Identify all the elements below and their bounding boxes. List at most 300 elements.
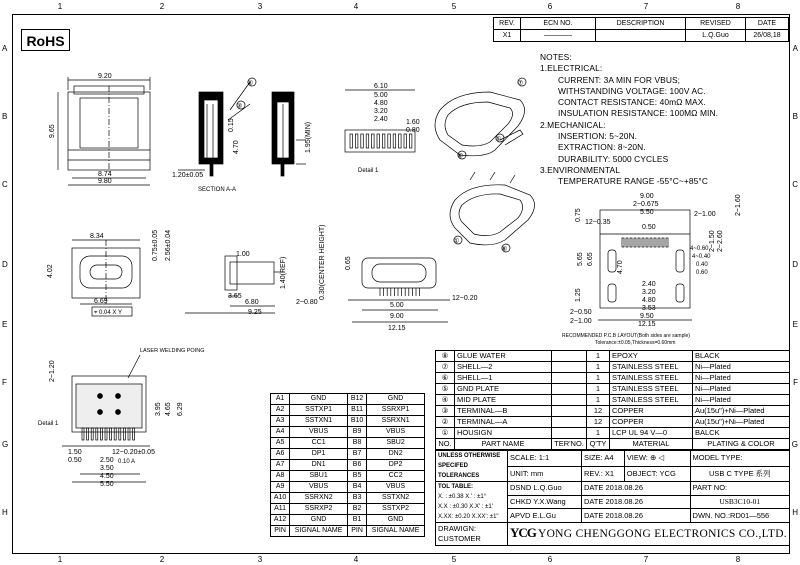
pin-cell: SSRXP1 bbox=[367, 405, 425, 416]
bom-ter-no bbox=[552, 428, 587, 439]
pin-tick bbox=[355, 134, 358, 148]
bom-material: STAINLESS STEEL bbox=[610, 373, 693, 384]
bom-header-cell: MATERIAL bbox=[610, 439, 693, 450]
ecn-header: ECN NO. bbox=[521, 18, 596, 30]
company-logo: YCG bbox=[509, 525, 536, 540]
pins-top-view bbox=[345, 83, 420, 174]
pin-cell: SSTXN2 bbox=[367, 493, 425, 504]
bom-plating: BALCK bbox=[693, 428, 790, 439]
dim-front-0-75: 0.75±0.05 bbox=[152, 229, 159, 261]
customer-label: CUSTOMER bbox=[438, 534, 481, 543]
pin-cell: A4 bbox=[271, 427, 290, 438]
approved-by bbox=[507, 509, 581, 523]
tol-row: X.X : ±0.30 X.X' : ±1' bbox=[438, 504, 493, 510]
title-block bbox=[435, 450, 790, 546]
section-title: SECTION A-A bbox=[198, 187, 237, 193]
laser-pin bbox=[87, 428, 89, 440]
bom-qty: 1 bbox=[587, 384, 610, 395]
dim-top-width: 9.20 bbox=[98, 73, 112, 80]
pin-cell: B3 bbox=[347, 493, 366, 504]
date-value: 26/08,18 bbox=[746, 30, 789, 42]
pin-cell: B7 bbox=[347, 449, 366, 460]
bom-part-name: TERMINAL—A bbox=[455, 417, 552, 428]
bom-part-name: SHELL—1 bbox=[455, 373, 552, 384]
pin-cell: SIGNAL NAME bbox=[367, 526, 425, 537]
date-label: DATE bbox=[583, 496, 604, 506]
pin-cell: SBU1 bbox=[290, 471, 348, 482]
pin-cell: A12 bbox=[271, 515, 290, 526]
dim-front-2-56: 2.56±0.04 bbox=[165, 229, 172, 261]
zone-col-label: 2 bbox=[159, 2, 165, 11]
dim-side-1-95: 1.95(MIN) bbox=[305, 121, 312, 153]
pin-cell: CC2 bbox=[367, 471, 425, 482]
dim-top-height: 9.65 bbox=[49, 124, 56, 138]
zone-row-label: F bbox=[793, 378, 798, 387]
chkd-label: CHKD bbox=[509, 496, 532, 506]
pcb-left-5-65: 5.65 bbox=[577, 252, 584, 266]
dim-front-4-02: 4.02 bbox=[47, 264, 54, 278]
part-no-label: PART NO: bbox=[690, 482, 789, 496]
note-line: CURRENT: 3A MIN FOR VBUS; bbox=[558, 74, 681, 85]
bom-header-cell: PLATING & COLOR bbox=[693, 439, 790, 450]
pin-tick bbox=[372, 134, 375, 148]
laser-5-50: 5.50 bbox=[100, 481, 114, 488]
pcb-top-9-00: 9.00 bbox=[640, 193, 654, 200]
pin-cell: VBUS bbox=[367, 427, 425, 438]
bom-plating: BLACK bbox=[693, 351, 790, 362]
company-name: YONG CHENGGONG ELECTRONICS CO.,LTD. bbox=[537, 528, 787, 540]
check-date bbox=[581, 495, 690, 509]
note-line: WITHSTANDING VOLTAGE: 100V AC. bbox=[558, 85, 706, 96]
pin-tick bbox=[366, 134, 369, 148]
pcb-pad bbox=[630, 238, 632, 247]
bom-no: ④ bbox=[436, 395, 455, 406]
pin-cell: DP2 bbox=[367, 460, 425, 471]
revised-value: L.Q.Guo bbox=[686, 30, 746, 42]
bom-row bbox=[436, 373, 790, 384]
callout-8-iso: ⑧ bbox=[501, 246, 508, 253]
pcb-layout bbox=[562, 193, 742, 346]
dim-side2-6-80: 6.80 bbox=[245, 299, 259, 306]
tol-label: TOL TABLE: bbox=[438, 484, 473, 490]
note-line: EXTRACTION: 8~20N. bbox=[558, 142, 646, 153]
section-view bbox=[172, 78, 256, 193]
pcb-top-0-675: 2~0.675 bbox=[633, 201, 659, 208]
pcb-left-0-35: 12~0.35 bbox=[585, 219, 611, 226]
bom-no: ② bbox=[436, 417, 455, 428]
dim-side2-3-65: 3.65 bbox=[228, 293, 242, 300]
isometric-views bbox=[435, 78, 535, 253]
pcb-pad bbox=[662, 238, 664, 247]
dim-side2-9-25: 9.25 bbox=[248, 309, 262, 316]
pin-cell: B6 bbox=[347, 460, 366, 471]
laser-4-50: 4.50 bbox=[100, 473, 114, 480]
date-label: DATE bbox=[583, 483, 604, 493]
bom-row bbox=[436, 362, 790, 373]
company-cell bbox=[507, 523, 789, 546]
zone-row-label: A bbox=[792, 44, 798, 53]
zone-col-label: 5 bbox=[451, 2, 457, 11]
date-header: DATE bbox=[746, 18, 789, 30]
bom-material: STAINLESS STEEL bbox=[610, 362, 693, 373]
zone-row-label: B bbox=[2, 112, 8, 121]
zone-row-label: G bbox=[791, 440, 798, 449]
pcb-right-0-60: 0.60 bbox=[696, 270, 708, 276]
unit: UNIT: mm bbox=[507, 466, 581, 482]
bom-qty: 1 bbox=[587, 428, 610, 439]
dim-top-b2: 9.80 bbox=[98, 178, 112, 185]
pcb-pad bbox=[638, 238, 640, 247]
laser-pin bbox=[114, 428, 116, 440]
zone-row-label: E bbox=[2, 320, 8, 329]
bom-qty: 1 bbox=[587, 362, 610, 373]
zone-col-label: 4 bbox=[353, 555, 359, 564]
pin-cell: B1 bbox=[347, 515, 366, 526]
pcb-pad bbox=[666, 238, 668, 247]
notes-heading: NOTES: bbox=[540, 52, 572, 62]
bom-ter-no bbox=[552, 406, 587, 417]
pin-cell: SBU2 bbox=[367, 438, 425, 449]
pin-tick bbox=[377, 134, 380, 148]
bom-no: ① bbox=[436, 428, 455, 439]
pin-cell: B8 bbox=[347, 438, 366, 449]
chkd-name: Y.X.Wang bbox=[533, 496, 566, 506]
dim-pins-0-80: 0.80 bbox=[406, 127, 420, 134]
drawing-number: DWN. NO.:RD01—556 bbox=[690, 509, 789, 523]
model-type-label: MODEL TYPE: bbox=[690, 451, 789, 467]
zone-col-label: 1 bbox=[57, 2, 63, 11]
callout-2-section: ② bbox=[247, 80, 254, 87]
pin-cell: PIN bbox=[347, 526, 366, 537]
pin-cell: B2 bbox=[347, 504, 366, 515]
pcb-right-1-60: 2~1.60 bbox=[735, 194, 742, 216]
laser-pin bbox=[96, 428, 98, 440]
laser-pin bbox=[105, 428, 107, 440]
pin-row bbox=[271, 471, 425, 482]
pcb-top-0-40: 4~0.40 bbox=[692, 254, 711, 260]
dim-pins-6-10: 6.10 bbox=[374, 83, 388, 90]
note-line: TEMPERATURE RANGE -55°C~+85°C bbox=[558, 176, 708, 187]
callout-3-section: ③ bbox=[236, 103, 243, 110]
size: SIZE: A4 bbox=[581, 451, 624, 467]
pcb-bottom-9-50: 9.50 bbox=[640, 313, 654, 320]
laser-12-0-20: 12~0.20±0.05 bbox=[112, 449, 155, 456]
laser-3-50: 3.50 bbox=[100, 465, 114, 472]
pcb-pad bbox=[622, 238, 624, 247]
pin-cell: GND bbox=[290, 515, 348, 526]
dim-section-1-20: 1.20±0.05 bbox=[172, 172, 204, 179]
pin-tick bbox=[399, 134, 402, 148]
zone-row-label: B bbox=[792, 112, 798, 121]
revised-header: REVISED bbox=[686, 18, 746, 30]
bom-plating: Ni—Plated bbox=[693, 384, 790, 395]
date-value: 2018.08.26 bbox=[605, 510, 644, 520]
detail-1-label: Detail 1 bbox=[358, 168, 379, 174]
zone-col-label: 3 bbox=[257, 2, 263, 11]
laser-pin bbox=[110, 428, 112, 440]
pin-cell: SSTXN1 bbox=[290, 416, 348, 427]
zone-col-label: 6 bbox=[547, 555, 553, 564]
zone-col-label: 4 bbox=[353, 2, 359, 11]
zone-col-label: 2 bbox=[159, 555, 165, 564]
pin-cell: A2 bbox=[271, 405, 290, 416]
bom-part-name: GLUE WATER bbox=[455, 351, 552, 362]
bom-material: EPOXY bbox=[610, 351, 693, 362]
zone-row-label: F bbox=[2, 378, 7, 387]
gdt-position: ⌖ 0.04 X Y bbox=[94, 310, 122, 316]
ecn-value: ———— bbox=[521, 30, 596, 42]
bom-plating: Ni—Plated bbox=[693, 373, 790, 384]
callout-7: ⑦ bbox=[517, 80, 524, 87]
pcb-caption: RECOMMENDED P.C.B LAYOUT(Both sides are sample) bbox=[562, 333, 690, 339]
pin-row bbox=[271, 438, 425, 449]
note-line: CONTACT RESISTANCE: 40mΩ MAX. bbox=[558, 97, 706, 108]
laser-title: LASER WELDING POING bbox=[140, 348, 205, 354]
dim-pins-2-40: 2.40 bbox=[374, 116, 388, 123]
pcb-bottom-3-20: 3.20 bbox=[642, 289, 656, 296]
bom-plating: Au(15u")+Ni—Plated bbox=[693, 417, 790, 428]
bom-row bbox=[436, 351, 790, 362]
bom-no: ⑧ bbox=[436, 351, 455, 362]
laser-pin bbox=[123, 428, 125, 440]
bom-row bbox=[436, 428, 790, 439]
pcb-top-0-60: 4~0.60 bbox=[690, 246, 709, 252]
pcb-left-1-25: 1.25 bbox=[575, 288, 582, 302]
pcb-pad bbox=[634, 238, 636, 247]
zone-row-label: D bbox=[792, 260, 798, 269]
pin-row bbox=[271, 493, 425, 504]
dim-side2-0-30: 0.30(CENTER HEIGHT) bbox=[319, 224, 326, 300]
pin-row bbox=[271, 482, 425, 493]
pin-row bbox=[271, 515, 425, 526]
bom-ter-no bbox=[552, 395, 587, 406]
dim-front2-9-00: 9.00 bbox=[390, 313, 404, 320]
pin-cell: VBUS bbox=[290, 482, 348, 493]
bom-no: ⑥ bbox=[436, 373, 455, 384]
pin-cell: B5 bbox=[347, 471, 366, 482]
laser-welding-view bbox=[38, 348, 205, 488]
zone-col-label: 7 bbox=[643, 555, 649, 564]
laser-pin bbox=[133, 428, 135, 440]
pcb-bottom-12-15: 12.15 bbox=[638, 321, 656, 328]
bom-row bbox=[436, 406, 790, 417]
pcb-pad bbox=[650, 238, 652, 247]
bom-row bbox=[436, 417, 790, 428]
bom-qty: 12 bbox=[587, 417, 610, 428]
pin-cell: VBUS bbox=[290, 427, 348, 438]
bom-header-cell: PART NAME bbox=[455, 439, 552, 450]
pin-cell: A5 bbox=[271, 438, 290, 449]
pin-row bbox=[271, 504, 425, 515]
zone-col-label: 7 bbox=[643, 2, 649, 11]
object: OBJECT: YCG bbox=[624, 466, 690, 482]
zone-row-label: H bbox=[2, 508, 8, 517]
note-line: 1.ELECTRICAL: bbox=[540, 63, 603, 74]
bom-no: ③ bbox=[436, 406, 455, 417]
rohs-badge: RoHS bbox=[21, 29, 70, 51]
pin-cell: A10 bbox=[271, 493, 290, 504]
pcb-pad bbox=[642, 238, 644, 247]
rev-value: X1 bbox=[494, 30, 521, 42]
callout-6: ⑥ bbox=[457, 153, 464, 160]
pin-assignment-table bbox=[270, 393, 425, 537]
zone-row-label: G bbox=[2, 440, 9, 449]
bom-no: ⑤ bbox=[436, 384, 455, 395]
bom-ter-no bbox=[552, 351, 587, 362]
pin-cell: SSTXP2 bbox=[367, 504, 425, 515]
laser-1-50: 1.50 bbox=[68, 449, 82, 456]
view: VIEW: ⊕ ◁ bbox=[624, 451, 690, 467]
bom-qty: 1 bbox=[587, 351, 610, 362]
bom-material: LCP UL 94 V—0 bbox=[610, 428, 693, 439]
pin-cell: B11 bbox=[347, 405, 366, 416]
zone-row-label: H bbox=[792, 508, 798, 517]
pcb-bottom-0-50: 2~0.50 bbox=[570, 309, 592, 316]
pcb-pad bbox=[658, 238, 660, 247]
bom-part-name: HOUSIGN bbox=[455, 428, 552, 439]
pcb-top-5-50: 5.50 bbox=[640, 209, 654, 216]
approve-date bbox=[581, 509, 690, 523]
pin-cell: VBUS bbox=[367, 482, 425, 493]
bom-qty: 1 bbox=[587, 395, 610, 406]
pcb-pad bbox=[654, 238, 656, 247]
pcb-left-6-65: 6.65 bbox=[587, 252, 594, 266]
bom-plating: Ni—Plated bbox=[693, 362, 790, 373]
pin-cell: GND bbox=[367, 515, 425, 526]
pin-header-row bbox=[271, 526, 425, 537]
note-line: DURABILITY: 5000 CYCLES bbox=[558, 153, 669, 164]
zone-col-label: 8 bbox=[735, 555, 741, 564]
pin-cell: DN2 bbox=[367, 449, 425, 460]
pin-cell: SSRXP2 bbox=[290, 504, 348, 515]
note-line: 2.MECHANICAL: bbox=[540, 119, 606, 130]
pin-row bbox=[271, 427, 425, 438]
bom-material: STAINLESS STEEL bbox=[610, 395, 693, 406]
laser-2-50: 2.50 bbox=[100, 457, 114, 464]
pin-cell: GND bbox=[290, 394, 348, 405]
pcb-bottom-4-80: 4.80 bbox=[642, 297, 656, 304]
zone-row-label: A bbox=[2, 44, 8, 53]
callout-5: ⑤ bbox=[495, 136, 502, 143]
pin-row bbox=[271, 416, 425, 427]
pin-tick bbox=[404, 134, 407, 148]
pin-cell: GND bbox=[367, 394, 425, 405]
zone-row-label: C bbox=[2, 180, 8, 189]
pin-tick bbox=[409, 134, 412, 148]
part-no: USB3C10-01 bbox=[690, 495, 789, 509]
drawign-customer bbox=[436, 523, 508, 546]
bom-ter-no bbox=[552, 373, 587, 384]
pin-cell: B9 bbox=[347, 427, 366, 438]
dsnd-name: L.Q.Guo bbox=[533, 483, 562, 493]
front-view-2 bbox=[345, 256, 478, 332]
laser-pin bbox=[100, 428, 102, 440]
rev: REV.: X1 bbox=[581, 466, 624, 482]
pin-cell: PIN bbox=[271, 526, 290, 537]
pcb-top-0-50: 0.50 bbox=[642, 224, 656, 231]
zone-row-label: C bbox=[792, 180, 798, 189]
zone-col-label: 5 bbox=[451, 555, 457, 564]
pin-row bbox=[271, 460, 425, 471]
pin-cell: A11 bbox=[271, 504, 290, 515]
apvd-label: APVD bbox=[509, 510, 531, 520]
pcb-pad bbox=[646, 238, 648, 247]
note-line: INSERTION: 5~20N. bbox=[558, 131, 638, 142]
pin-row bbox=[271, 449, 425, 460]
pin-cell: A3 bbox=[271, 416, 290, 427]
laser-0-10-a: 0.10 A bbox=[118, 459, 136, 465]
laser-2-1-20: 2~1.20 bbox=[49, 360, 56, 382]
pcb-bottom-3-53: 3.53 bbox=[642, 305, 656, 312]
scale: SCALE: 1:1 bbox=[507, 451, 581, 467]
laser-pin bbox=[82, 428, 84, 440]
laser-0-50: 0.50 bbox=[68, 457, 82, 464]
date-value: 2018.08.26 bbox=[605, 483, 644, 493]
bom-no: ⑦ bbox=[436, 362, 455, 373]
pin-cell: CC1 bbox=[290, 438, 348, 449]
bom-material: STAINLESS STEEL bbox=[610, 384, 693, 395]
zone-col-label: 3 bbox=[257, 555, 263, 564]
pin-cell: A9 bbox=[271, 482, 290, 493]
pcb-pad bbox=[626, 238, 628, 247]
pin-tick bbox=[350, 134, 353, 148]
pcb-bottom-2-40: 2.40 bbox=[642, 281, 656, 288]
design-date bbox=[581, 482, 690, 496]
top-view bbox=[49, 73, 150, 185]
pin-cell: DP1 bbox=[290, 449, 348, 460]
front-view bbox=[47, 230, 172, 316]
pcb-right-0-40: 0.40 bbox=[696, 262, 708, 268]
pin-cell: SSRXN1 bbox=[367, 416, 425, 427]
note-line: INSULATION RESISTANCE: 100MΩ MIN. bbox=[558, 108, 719, 119]
bom-header-row bbox=[436, 439, 790, 450]
tolerance-note: UNLESS OTHERWISE SPECIFED TOLERANCES bbox=[436, 451, 508, 482]
dim-top-b1: 8.74 bbox=[98, 171, 112, 178]
bom-material: COPPER bbox=[610, 417, 693, 428]
bom-part-name: MID PLATE bbox=[455, 395, 552, 406]
dim-front2-12-15: 12.15 bbox=[388, 325, 406, 332]
bom-part-name: GND PLATE bbox=[455, 384, 552, 395]
pcb-bottom-1-00: 2~1.00 bbox=[570, 318, 592, 325]
bom-plating: Ni—Plated bbox=[693, 395, 790, 406]
apvd-name: E.L.Gu bbox=[532, 510, 556, 520]
dim-front2-5-00: 5.00 bbox=[390, 302, 404, 309]
zone-row-label: D bbox=[2, 260, 8, 269]
laser-6-29: 6.29 bbox=[177, 402, 184, 416]
pin-tick bbox=[388, 134, 391, 148]
note-line: 3.ENVIRONMENTAL bbox=[540, 164, 620, 175]
bom-part-name: TERMINAL—B bbox=[455, 406, 552, 417]
pin-tick bbox=[361, 134, 364, 148]
designed-by bbox=[507, 482, 581, 496]
dim-pins-3-20: 3.20 bbox=[374, 108, 388, 115]
pin-cell: B4 bbox=[347, 482, 366, 493]
dim-side2-0-80: 2~0.80 bbox=[296, 299, 318, 306]
dim-side2-1-40: 1.40(REF) bbox=[280, 256, 287, 289]
laser-4-65: 4.65 bbox=[165, 402, 172, 416]
pin-cell: A8 bbox=[271, 471, 290, 482]
pcb-left-0-75: 0.75 bbox=[575, 208, 582, 222]
bom-row bbox=[436, 395, 790, 406]
pin-cell: A6 bbox=[271, 449, 290, 460]
zone-row-label: E bbox=[792, 320, 798, 329]
pin-cell: SIGNAL NAME bbox=[290, 526, 348, 537]
bom-qty: 1 bbox=[587, 373, 610, 384]
zone-col-label: 1 bbox=[57, 555, 63, 564]
pin-tick bbox=[382, 134, 385, 148]
date-label: DATE bbox=[583, 510, 604, 520]
bom-plating: Au(15u")+Ni—Plated bbox=[693, 406, 790, 417]
